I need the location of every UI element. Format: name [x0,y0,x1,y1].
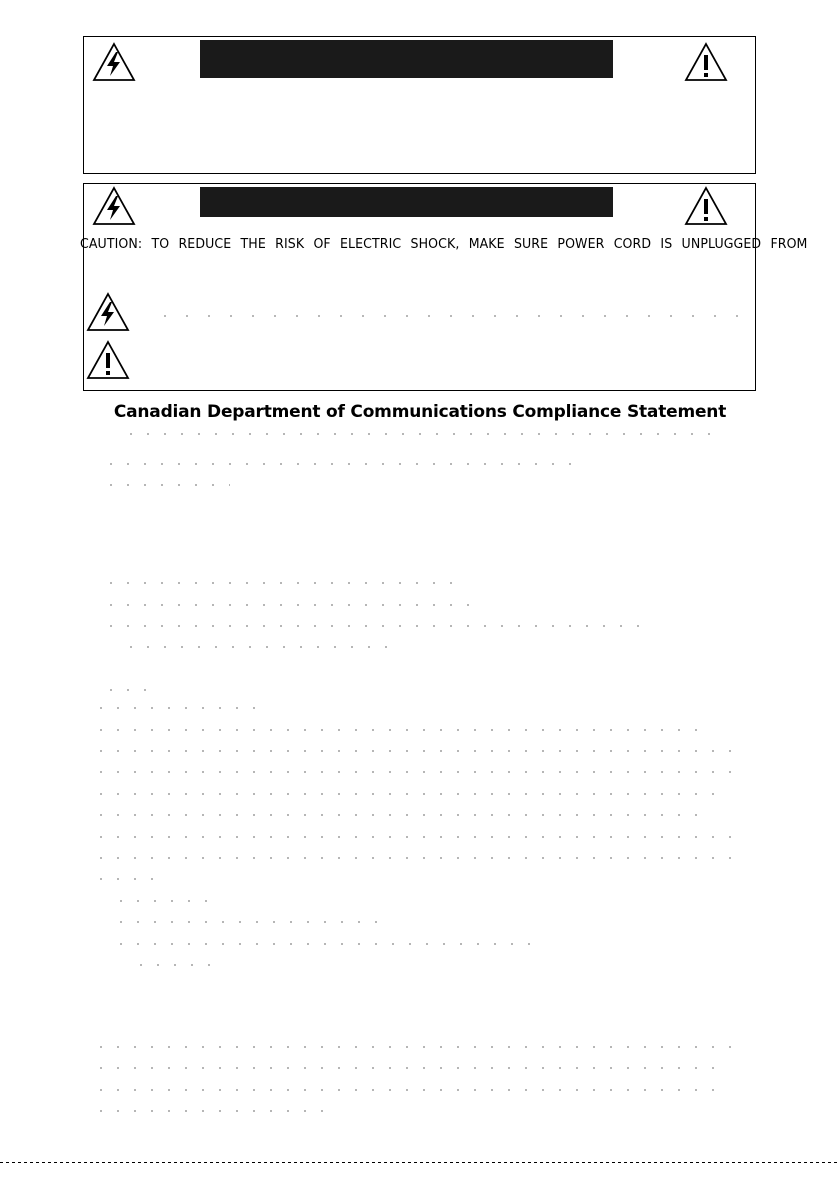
exclamation-triangle-icon [684,42,728,82]
faint-text-line [100,1046,740,1048]
faint-text-line [110,463,580,465]
faint-text-line [130,433,710,435]
faint-text-line [164,315,749,317]
faint-text-line [140,964,210,966]
faint-text-line [100,771,740,773]
caution-box [80,183,808,391]
faint-text-line [100,814,700,816]
faint-text-line [100,707,260,709]
faint-text-line [100,857,740,859]
faint-text-line [100,1089,720,1091]
page-footer-rule [0,1162,840,1163]
warning-banner [200,40,613,78]
faint-text-line [130,646,390,648]
exclamation-triangle-icon [684,186,728,226]
faint-text-line [110,689,150,691]
warning-box [83,36,756,174]
compliance-heading: Canadian Department of Communications Compliance Statement [113,402,727,422]
faint-text-line [100,750,740,752]
faint-text-line [110,604,480,606]
faint-text-line [100,1110,330,1112]
faint-text-line [110,484,230,486]
faint-text-line [110,582,460,584]
faint-text-line [100,793,720,795]
lightning-triangle-icon [92,186,136,226]
faint-text-line [120,943,540,945]
exclamation-triangle-icon [86,340,130,380]
faint-text-line [100,1067,720,1069]
faint-text-line [100,729,700,731]
lightning-triangle-icon [92,42,136,82]
lightning-triangle-icon [86,292,130,332]
caution-statement: CAUTION: TO REDUCE THE RISK OF ELECTRIC SHOCK, MAKE SURE POWER CORD IS UNPLUGGED FROM [80,236,808,252]
caution-banner [200,187,613,217]
faint-text-line [110,625,650,627]
faint-text-line [120,900,220,902]
faint-text-line [100,878,160,880]
faint-text-line [120,921,380,923]
faint-text-line [100,836,740,838]
